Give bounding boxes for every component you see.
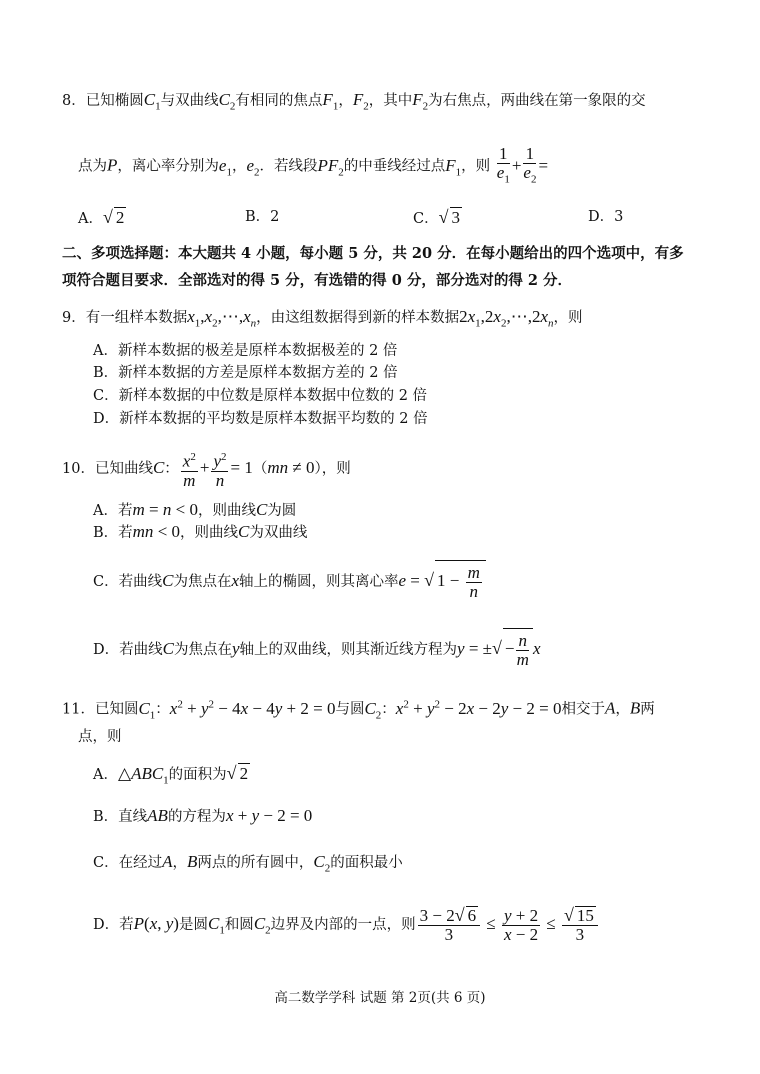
q11-number: 11． [62, 701, 95, 718]
q11-option-c[interactable]: C．在经过A，B两点的所有圆中，$C_2$的面积最小 [93, 852, 403, 875]
q9-option-d[interactable]: D．新样本数据的平均数是原样本数据平均数的 2 倍 [93, 411, 428, 427]
math-curve-eq: $\frac{x^2}{m}$ + $\frac{y^2}{n}$ = 1 [179, 458, 253, 477]
section2-line2: 项符合题目要求．全部选对的得 5 分，有选错的得 0 分，部分选对的得 2 分． [62, 272, 573, 289]
section2-line1: 二、多项选择题：本大题共 4 小题，每小题 5 分，共 20 分．在每小题给出的四个选项中，有多 [62, 245, 684, 262]
math-f1: $F_1$ [322, 90, 339, 113]
q9-option-a[interactable]: A．新样本数据的极差是原样本数据极差的 2 倍 [93, 343, 398, 359]
q11-stem: 11．已知圆$C_1$：$x^2 + y^2 - 4x - 4y + 2 = 0$与圆$C_2$：$x^2 + y^2 - 2x - 2y - 2 = 0$相交于A，B两 [62, 698, 655, 722]
q11-option-a[interactable]: A．$\triangle ABC_1$的面积为√ 2 [93, 763, 249, 787]
q11-option-d[interactable]: D．若P(x, y)是圆$C_1$和圆$C_2$边界及内部的一点，则 $\frac{3 - 2√ 6}{3}$ ≤ $\frac{y + 2}{x - 2}$ ≤ $\frac{√ 15}{3}$ [93, 902, 600, 952]
q8-option-b[interactable]: B．2 [245, 209, 280, 225]
q8-line2: 点为P，离心率分别为$e_1$，$e_2$．若线段$PF_2$的中垂线经过点$F_1$，则 $\frac{1}{e_1}$ + $\frac{1}{e_2}$ = [78, 144, 549, 186]
q10-stem: 10．已知曲线C： $\frac{x^2}{m}$ + $\frac{y^2}{n}$ = 1（mn ≠ 0），则 [62, 448, 351, 490]
q10-option-d[interactable]: D．若曲线C为焦点在y轴上的双曲线，则其渐近线方程为y = ±√ − $\frac{n}{m}$ x [93, 628, 541, 670]
math-e1: $e_1$ [218, 155, 232, 178]
q8-option-c[interactable]: C．√ 3 [413, 207, 460, 227]
math-inequality: $\frac{3 - 2√ 6}{3}$ ≤ $\frac{y + 2}{x - 2}$ ≤ $\frac{√ 15}{3}$ [416, 914, 600, 933]
math-2x-seq: $2x_1,2x_2,\cdots,2x_n$ [459, 307, 554, 330]
math-c2: $C_2$ [218, 90, 236, 113]
q10-option-c[interactable]: C．若曲线C为焦点在x轴上的椭圆，则其离心率e = √ 1 − $\frac{m}{n}$ [93, 560, 486, 602]
q9-stem: 9．有一组样本数据$x_1,x_2,\cdots,x_n$，由这组数据得到新的样本数据$2x_1,2x_2,\cdots,2x_n$，则 [62, 307, 583, 330]
math-eccentricity: e = √ 1 − $\frac{m}{n}$ [399, 571, 486, 590]
math-c1: $C_1$ [143, 90, 161, 113]
q9-number: 9． [62, 310, 86, 326]
q9-option-b[interactable]: B．新样本数据的方差是原样本数据方差的 2 倍 [93, 365, 398, 381]
q8-option-a[interactable]: A．√ 2 [78, 207, 125, 227]
math-f1c: $F_1$ [445, 155, 462, 178]
math-pf2: $PF_2$ [317, 155, 344, 178]
q10-option-b[interactable]: B．若mn < 0，则曲线C为双曲线 [93, 522, 308, 541]
math-p: P [107, 155, 118, 175]
math-asymptote: y = ±√ − $\frac{n}{m}$ x [457, 639, 541, 658]
math-f2: $F_2$ [352, 90, 369, 113]
math-e2: $e_2$ [246, 155, 260, 178]
q8-option-d[interactable]: D．3 [588, 209, 624, 225]
math-x-seq: $x_1,x_2,\cdots,x_n$ [187, 307, 257, 330]
q11-stem-line2: 点，则 [78, 729, 122, 745]
q8-number: 8． [62, 93, 86, 109]
q10-number: 10． [62, 461, 95, 477]
q10-option-a[interactable]: A．若m = n < 0，则曲线C为圆 [93, 500, 297, 519]
q11-option-b[interactable]: B．直线AB的方程为x + y − 2 = 0 [93, 806, 313, 825]
math-circle1: $x^2 + y^2 - 4x - 4y + 2 = 0$ [169, 698, 336, 718]
q8-line1: 8．已知椭圆$C_1$与双曲线$C_2$有相同的焦点$F_1$，$F_2$，其中$F_2$为右焦点，两曲线在第一象限的交 [62, 90, 646, 113]
page-footer: 高二数学学科 试题 第 2页(共 6 页) [274, 990, 486, 1006]
math-q8-expression: $\frac{1}{e_1}$ + $\frac{1}{e_2}$ = [496, 144, 549, 186]
q9-option-c[interactable]: C．新样本数据的中位数是原样本数据中位数的 2 倍 [93, 388, 428, 404]
math-circle2: $x^2 + y^2 - 2x - 2y - 2 = 0$ [395, 698, 562, 718]
math-f2b: $F_2$ [412, 90, 429, 113]
